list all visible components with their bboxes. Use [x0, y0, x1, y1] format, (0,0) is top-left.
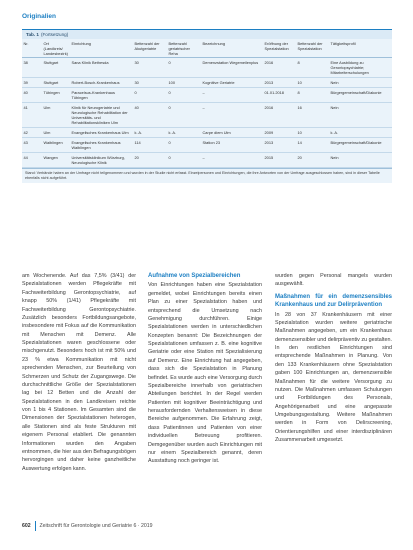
- table-cell: 0: [168, 60, 171, 65]
- table-cell: 38: [23, 60, 28, 65]
- table-cell: 14: [297, 140, 302, 145]
- table-cell: 0: [168, 140, 171, 145]
- page-footer: [22, 520, 392, 532]
- table-cell: Sana Klinik Bethesda: [71, 60, 109, 65]
- column-1-paragraph: am Wochenende. Auf das 7,5% (3/41) der Spezialstationen werden Pflegekräfte mit Fachweiterbildung Gerontopsychiatrie, auf knapp 50% (1/41) Pflegekräfte mit Fachweiterbildung Gerontopsychiatrie. Zusätzlich besonders Fortbildungsangebote, insbesondere mit Fokus auf die Kommunikation mit Menschen mit Demenz. Alle Spezialstationen waren geschlossene oder mischgenutzt. Besonders hoch ist mit 50% und 23 % etwa Kommunikation mit nicht sprechenden Menschen, zur Beurteilung von Schmerzen und Schutz der Zugangswege. Die durchschnittliche Größe der Spezialstationen lag bei 12 Betten und die Anzahl der Spezialstationen in den Landkreisen reichte von 1 bis 4 Stationen. Im Gesamten sind die Dimensionen der Spezialstationen heterogen, alle Stationen sind als feste Strukturen mit eigenem Personal etabliert. Die genannten Informationen wurden den Angaben entnommen, die hier aus den Befragungsbögen hervorgingen und daher keine ganzheitliche Auswertung erfolgen kann.: [22, 273, 136, 472]
- table-cell: Tübingen: [43, 90, 60, 95]
- table-column-header: Tätigkeitsprofil: [330, 41, 356, 46]
- table-cell: 2013: [264, 140, 274, 145]
- table-cell: 40: [23, 90, 28, 95]
- table-cell: 0: [134, 90, 137, 95]
- body-column-2: [148, 272, 262, 466]
- table-cell: Stuttgart: [43, 80, 59, 85]
- table-column-header: Bettenzahl der Akutgeriatrie: [134, 41, 160, 51]
- table-column-header: Bezeichnung: [202, 41, 225, 46]
- table-cell: 44: [23, 155, 28, 160]
- table-row: [22, 58, 392, 78]
- table-cell: Bürgergemeinschaft/Diakonie: [330, 90, 382, 95]
- table-cell: k. A.: [134, 130, 143, 135]
- journal-name: Zeitschrift für Gerontologie und Geriatrie 6 · 2019: [39, 523, 153, 529]
- table-cell: 0: [168, 105, 171, 110]
- table-cell: Wangen: [43, 155, 58, 160]
- column-2-paragraph: Von Einrichtungen haben eine Spezialstation gemeldet, wobei Einrichtungen bereits einen Plan zu einer Spezialstation haben und entsprechend die Umsetzung nach Genehmigung durchführen. Einige Spezialstationen werden in unterschiedlichen Konzepten benannt: Die Bezeichnungen der Spezialstationen umfassen z. B. eine kognitive Geriatrie oder eine Station mit Spezialisierung auf Demenz. Eine Einrichtung hat angegeben, dass sich die Spezialstation in Planung befindet. Es wurde auch eine Versorgung durch Spezialbereiche innerhalb von geriatrischen Abteilungen berichtet. In der Regel werden Patienten mit kognitiver Beeinträchtigung und herausfordernden Verhaltensweisen in diese Bereiche aufgenommen. Die Erfahrung zeigt, dass Patientinnen und Patienten von einer individuellen Betreuung profitieren. Demgegenüber wurden auch Einrichtungen mit nur einem Spezialbereich genannt, deren Ausstattung noch geringer ist.: [148, 282, 262, 465]
- table-cell: 30: [134, 80, 139, 85]
- table-cell: Ulm: [43, 105, 51, 110]
- table-cell: 20: [297, 155, 302, 160]
- table-cell: 10: [297, 80, 302, 85]
- body-column-1: [22, 272, 136, 473]
- section-heading-spezialbereiche: Aufnahme von Spezialbereichen: [148, 273, 241, 279]
- table-cell: Nein: [330, 155, 339, 160]
- table-cell: Evangelisches Krankenhaus Ulm: [71, 130, 129, 135]
- table-row: [22, 128, 392, 138]
- table-cell: –: [202, 105, 205, 110]
- table-column-header: Nr.: [23, 41, 29, 46]
- table-cell: 41: [23, 105, 28, 110]
- table-cell: 10: [297, 130, 302, 135]
- table-cell: Klinik für Neurogeriatrie und Neurologische Rehabilitation der Universitäts- und Rehabilitationskliniken Ulm: [71, 105, 128, 125]
- table-number: Tab. 1: [26, 32, 39, 37]
- table-cell: Evangelisches Krankenhaus Waiblingen: [71, 140, 121, 150]
- table-cell: –: [202, 90, 205, 95]
- table-cell: 39: [23, 80, 28, 85]
- table-cell: Paracelsus-Krankenhaus Tübingen: [71, 90, 115, 100]
- table-cell: 8: [297, 60, 300, 65]
- table-column-header: Einrichtung: [71, 41, 91, 46]
- section-tag: Originalien: [22, 13, 56, 20]
- table-cell: 42: [23, 130, 28, 135]
- table-row: [22, 153, 392, 168]
- table-cell: 20: [134, 155, 139, 160]
- table-footnote: Stand: Verbände haben an der Umfrage nicht teilgenommen und wurden in der Studie nicht erfasst. Einzelpersonen und Einrichtungen, die ihre Antworten von der Umfrage ausgeschlossen haben, sind in dieser Tabelle ebenfalls nicht aufgeführt.: [22, 168, 392, 183]
- table-cell: Bürgergemeinschaft/Diakonie: [330, 140, 382, 145]
- table-cell: –: [202, 155, 205, 160]
- table-cell: 2015: [264, 155, 274, 160]
- table-cell: Demenzstation Wegemeilenplus: [202, 60, 259, 65]
- table-row: [22, 138, 392, 153]
- table-cell: Stuttgart: [43, 60, 59, 65]
- table-row: [22, 88, 392, 103]
- table-cell: 43: [23, 140, 28, 145]
- table-cell: Carpe diem Ulm: [202, 130, 231, 135]
- table-cell: Eine Ausbildung zu Gerontopsychiatrie; Mitarbeiterschulungen: [330, 60, 369, 75]
- table-cell: Station 23: [202, 140, 221, 145]
- table-header-row: [22, 39, 392, 58]
- table-cell: 01.01.2018: [264, 90, 284, 95]
- table-column-header: Bettenzahl geriatrischer Reha: [168, 41, 190, 56]
- table-cell: 0: [168, 90, 171, 95]
- table-cell: 0: [168, 155, 171, 160]
- table-cell: 100: [168, 80, 175, 85]
- table-cell: 16: [297, 105, 302, 110]
- table-caption: [22, 29, 392, 39]
- column-3-paragraph: In 28 von 37 Krankenhäusern mit einer Spezialstation wurden weitere geriatrische Maßnahmen angegeben, um ein Krankenhaus demenzsensibler und delirpräventiv zu gestalten. In den restlichen Einrichtungen sind entsprechende Maßnahmen in Planung. Von den 133 Krankenhäusern ohne Spezialstation gaben 100 Einrichtungen an, demenzsensible Maßnahmen für die weitere Versorgung zu nutzen. Die Maßnahmen umfassen Schulungen und Fortbildungen des Personals, Angehörigenarbeit und eine angepasste Umgebungsgestaltung. Weitere Maßnahmen werden in Form von Delirscreening, Orientierungshilfen und einer interdisziplinären Zusammenarbeit umgesetzt.: [275, 311, 392, 444]
- column-3-intro: wurden gegen Personal mangels wurden ausgewählt.: [275, 273, 392, 288]
- table-column-header: Bettenzahl der Spezialstation: [297, 41, 323, 51]
- table-cell: 2016: [264, 60, 274, 65]
- table-cell: Nein: [330, 80, 339, 85]
- footer-divider: [35, 521, 36, 531]
- table-cell: k. A.: [330, 130, 339, 135]
- table-cell: 30: [134, 60, 139, 65]
- table-cell: 8: [297, 90, 300, 95]
- table-cell: Ulm: [43, 130, 51, 135]
- table-cell: 2009: [264, 130, 274, 135]
- table-row: [22, 103, 392, 128]
- page-number: 602: [22, 523, 31, 529]
- table-cell: k. A.: [168, 130, 177, 135]
- table-cell: Universitätsklinikum Würzburg, Neurologische Klinik: [71, 155, 125, 165]
- table-cell: Robert-Bosch-Krankenhaus: [71, 80, 120, 85]
- table-row: [22, 78, 392, 88]
- table-cell: 2013: [264, 80, 274, 85]
- table-cell: 40: [134, 105, 139, 110]
- table-cell: Kognitive Geriatrie: [202, 80, 235, 85]
- table-cell: 114: [134, 140, 141, 145]
- table-cell: Nein: [330, 105, 339, 110]
- table-cell: 2016: [264, 105, 274, 110]
- body-column-3: [275, 272, 392, 445]
- survey-table: [22, 29, 392, 183]
- table-column-header: Ort (Landkreis/ Landesbezirk): [43, 41, 68, 56]
- section-heading-massnahmen: Maßnahmen für ein demenzsensibles Krankenhaus und zur Delirprävention: [275, 293, 392, 309]
- table-caption-text: (Fortsetzung): [40, 32, 69, 37]
- table-column-header: Eröffnung der Spezialstation: [264, 41, 289, 51]
- table-cell: Waiblingen: [43, 140, 63, 145]
- table-body: [22, 58, 392, 168]
